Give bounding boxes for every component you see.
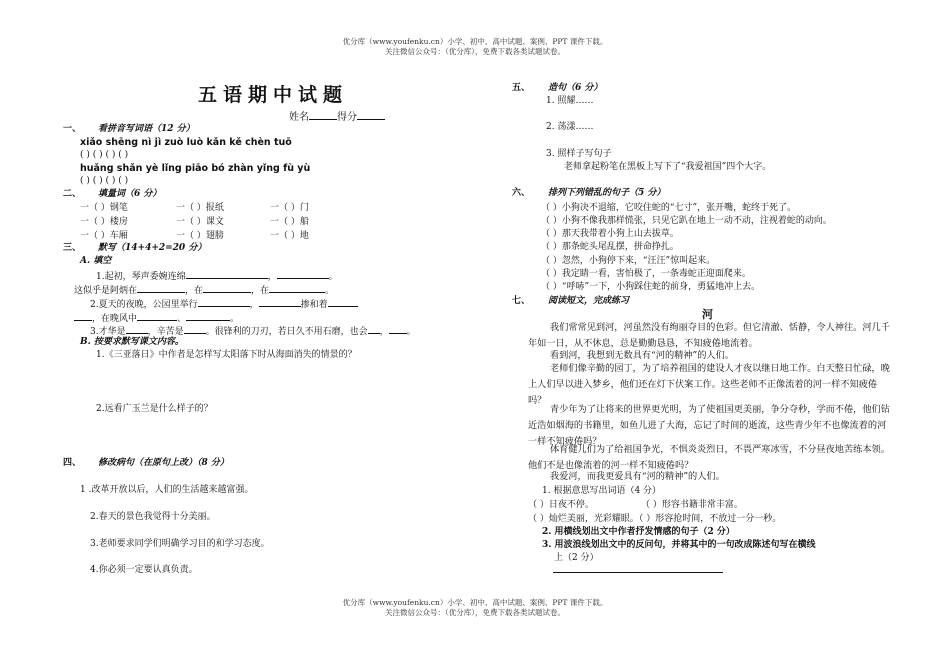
fill-blank[interactable] xyxy=(137,311,177,321)
fill-blank[interactable] xyxy=(368,324,380,334)
quantifier-item[interactable]: 一（ ）船 xyxy=(270,217,309,227)
answer-parens-row-1[interactable]: ( ) ( ) ( ) ( ) xyxy=(80,150,129,160)
passage-paragraph: 青少年为了让将来的世界更光明，为了使祖国更美丽，争分夺秒，学而不倦，他们钻近浩如烟海的书籍里，如鱼儿进了大海，忘记了时间的逝流，这些青少年不也像流着的河一样不知疲倦吗？ xyxy=(528,404,890,447)
sentence-prompt: 3. 照样子写句子 xyxy=(546,149,612,159)
answer-parens-row-2[interactable]: ( ) ( ) ( ) ( ) xyxy=(80,176,129,186)
reading-question-3: 3. 用波浪线划出文中的反问句，并将其中的一句改成陈述句写在横线 xyxy=(542,540,816,550)
sentence-prompt: 1. 照耀…… xyxy=(546,96,594,106)
ordering-item[interactable]: （ ）忽然，小狗停下来，“汪汪”惊叫起来。 xyxy=(541,256,716,266)
question-b2: 2.远看广玉兰是什么样子的？ xyxy=(96,404,213,414)
ordering-item[interactable]: （ ）小狗不像我那样慌张，只见它趴在地上一动不动，注视着蛇的动向。 xyxy=(541,216,832,226)
quantifier-item[interactable]: 一（ ）课文 xyxy=(176,217,224,227)
fill-text: 掺和着 xyxy=(300,300,328,310)
answer-line[interactable] xyxy=(553,572,723,573)
fill-line-2: 这似乎是阿炳在 ，在 ，在 。 xyxy=(74,283,334,297)
quantifier-item[interactable]: 一（ ）报纸 xyxy=(176,203,224,213)
question-b1: 1.《三亚落日》中作者是怎样写太阳落下时从海面消失的情景的？ xyxy=(96,350,357,360)
fill-text: ， xyxy=(249,300,259,310)
fill-blank[interactable] xyxy=(137,283,185,293)
sentence-item[interactable]: 3.老师要求同学们明确学习目的和学习态度。 xyxy=(90,539,270,549)
passage-title: 河 xyxy=(702,308,713,321)
fill-text: 1.起初，琴声委婉连绵 xyxy=(96,272,186,282)
ordering-item[interactable]: （ ）那天我带着小狗上山去拔草。 xyxy=(541,229,679,239)
section-3-title: 默写（14+4+2=20 分） xyxy=(98,243,207,253)
reading-question-1: 1. 根据意思写出词语（4 分） xyxy=(542,486,662,496)
pinyin-row-2: huǎng shǎn yè lǐng piāo bó zhàn yǐng fù yù xyxy=(80,163,311,174)
fill-blank[interactable] xyxy=(389,324,407,334)
fill-blank[interactable] xyxy=(328,297,358,307)
fill-text: 这似乎是阿炳在 xyxy=(74,286,138,296)
quantifier-item[interactable]: 一（ ）地 xyxy=(270,231,309,241)
word-answer[interactable]: （ ）日夜不停。 xyxy=(528,500,594,510)
passage-paragraph: 体育健儿们为了给祖国争光，不惧炎炎烈日，不畏严寒冰雪，不分昼夜地苦练本领。他们不是也像流着的河一样不知疲倦吗？ xyxy=(528,444,890,471)
section-7-title: 阅读短文，完成练习 xyxy=(548,296,630,306)
section-2-title: 填量词（6 分） xyxy=(98,189,162,199)
fill-blank[interactable] xyxy=(186,311,230,321)
part-a-title: A. 填空 xyxy=(80,256,112,266)
header-line-2: 关注微信公众号：（优分库），免费下载各类试题试卷。 xyxy=(385,47,565,56)
fill-text: 3.才华是 xyxy=(90,327,126,337)
fill-text: ，在晚风中 xyxy=(92,314,138,324)
fill-line-3 xyxy=(90,297,358,311)
name-label: 姓名 xyxy=(289,112,309,123)
sentence-prompt: 2. 荡漾…… xyxy=(546,122,594,132)
fill-blank[interactable] xyxy=(277,269,329,279)
fill-text: ，在 xyxy=(251,286,270,296)
fill-blank[interactable] xyxy=(203,283,251,293)
header-line-1: 优分库（www.youfenku.cn）小学、初中、高中试题、案例、PPT 课件下载。 xyxy=(342,37,608,46)
name-blank[interactable] xyxy=(309,110,337,120)
ordering-item[interactable]: （ ）我定睛一看，害怕极了，一条毒蛇正迎面爬来。 xyxy=(541,269,751,279)
quantifier-item[interactable]: 一（ ）门 xyxy=(270,203,309,213)
fill-text: 2.夏天的夜晚，公园里举行 xyxy=(90,300,198,310)
section-3-number: 三、 xyxy=(63,243,82,253)
score-blank[interactable] xyxy=(357,110,385,120)
ordering-item[interactable]: （ ）“呼哧”一下，小狗踩住蛇的前身，勇猛地冲上去。 xyxy=(541,282,761,292)
quantifier-item[interactable]: 一（ ）车厢 xyxy=(80,231,128,241)
fill-text: ，在 xyxy=(185,286,204,296)
word-answer[interactable]: （ ）灿烂美丽，光彩耀眼。（ ）形容抢时间，不放过一分一秒。 xyxy=(528,514,782,524)
fill-line-4: ，在晚风中 、 。 xyxy=(74,311,239,325)
example-sentence: 老师拿起粉笔在黑板上写下了“我爱祖国”四个大字。 xyxy=(564,162,772,172)
section-5-number: 五、 xyxy=(512,83,531,93)
section-2-number: 二、 xyxy=(63,189,82,199)
quantifier-item[interactable]: 一（ ）翅膀 xyxy=(176,231,224,241)
fill-blank[interactable] xyxy=(126,324,148,334)
section-1-number: 一、 xyxy=(63,124,82,134)
fill-text: ， xyxy=(379,327,389,337)
passage-paragraph: 我爱河，而我更爱具有“河的精神”的人们。 xyxy=(550,471,725,482)
footer-line-2: 关注微信公众号：（优分库），免费下载各类试题试卷。 xyxy=(385,608,565,617)
fill-blank[interactable] xyxy=(269,283,325,293)
section-6-title: 排列下列错乱的句子（5 分） xyxy=(548,188,666,198)
ordering-item[interactable]: （ ）那条蛇头尾乱摆，拼命挣扎。 xyxy=(541,242,679,252)
section-4-number: 四、 xyxy=(63,458,82,468)
fill-blank[interactable] xyxy=(184,324,206,334)
fill-line-1: 1.起初，琴声委婉连绵 ， 。 xyxy=(96,269,338,283)
passage-paragraph: 我们常常见到河，河虽然没有绚丽夺目的色彩。但它清澈、恬静，令人神往。河几千年如一日，从不休息，总是勤勤恳恳，不知疲倦地流着。 xyxy=(528,322,890,349)
footer-line-1: 优分库（www.youfenku.cn）小学、初中、高中试题、案例、PPT 课件下载。 xyxy=(342,598,608,607)
sentence-item[interactable]: 4.你必须一定要认真负责。 xyxy=(90,565,198,575)
quantifier-item[interactable]: 一（ ）楼房 xyxy=(80,217,128,227)
score-label: 得分 xyxy=(337,112,357,123)
fill-blank[interactable] xyxy=(186,269,268,279)
reading-question-3-cont: 上（2 分） xyxy=(554,553,599,563)
sentence-item[interactable]: 1 .改革开放以后，人们的生活越来越富强。 xyxy=(80,485,254,495)
section-6-number: 六、 xyxy=(512,188,531,198)
exam-title: 五语期中试题 xyxy=(198,84,349,106)
passage-paragraph: 看到河，我想到无数具有“河的精神”的人们。 xyxy=(550,350,734,361)
fill-blank[interactable] xyxy=(259,297,301,307)
fill-text: 。很锋利的刀刃，若日久不用石磨，也会 xyxy=(205,327,368,337)
pinyin-row-1: xiǎo shēng nì jì zuò luò kǎn kě chèn tuō xyxy=(80,137,292,148)
reading-question-2: 2. 用横线划出文中作者抒发情感的句子（2 分） xyxy=(542,527,735,537)
section-4-title: 修改病句（在原句上改）（8 分） xyxy=(98,458,229,468)
name-score-line xyxy=(289,110,385,124)
fill-blank[interactable] xyxy=(198,297,250,307)
fill-text: ，辛苦是 xyxy=(147,327,184,337)
quantifier-item[interactable]: 一（ ）钢笔 xyxy=(80,203,128,213)
sentence-item[interactable]: 2.春天的景色我觉得十分美丽。 xyxy=(90,512,216,522)
passage-paragraph: 老师们像辛勤的园丁，为了培养祖国的建设人才夜以继日地工作。白天整日忙碌，晚上人们早以进入梦乡，他们还在灯下伏案工作。这些老师不正像流着的河一样不知疲倦吗？ xyxy=(528,363,890,406)
section-7-number: 七、 xyxy=(512,296,531,306)
section-5-title: 造句（6 分） xyxy=(548,83,603,93)
fill-line-5: 3.才华是 ，辛苦是 。很锋利的刀刃，若日久不用石磨，也会 ， 。 xyxy=(90,324,416,338)
ordering-item[interactable]: （ ）小狗决不退缩，它咬住蛇的“七寸”，张开嘴，蛇终于死了。 xyxy=(541,203,797,213)
fill-blank[interactable] xyxy=(74,311,92,321)
part-b-title: B. 按要求默写课文内容。 xyxy=(80,337,184,347)
section-1-title: 看拼音写词语（12 分） xyxy=(98,124,195,134)
word-answer[interactable]: （ ）形容书籍非常丰富。 xyxy=(641,500,743,510)
